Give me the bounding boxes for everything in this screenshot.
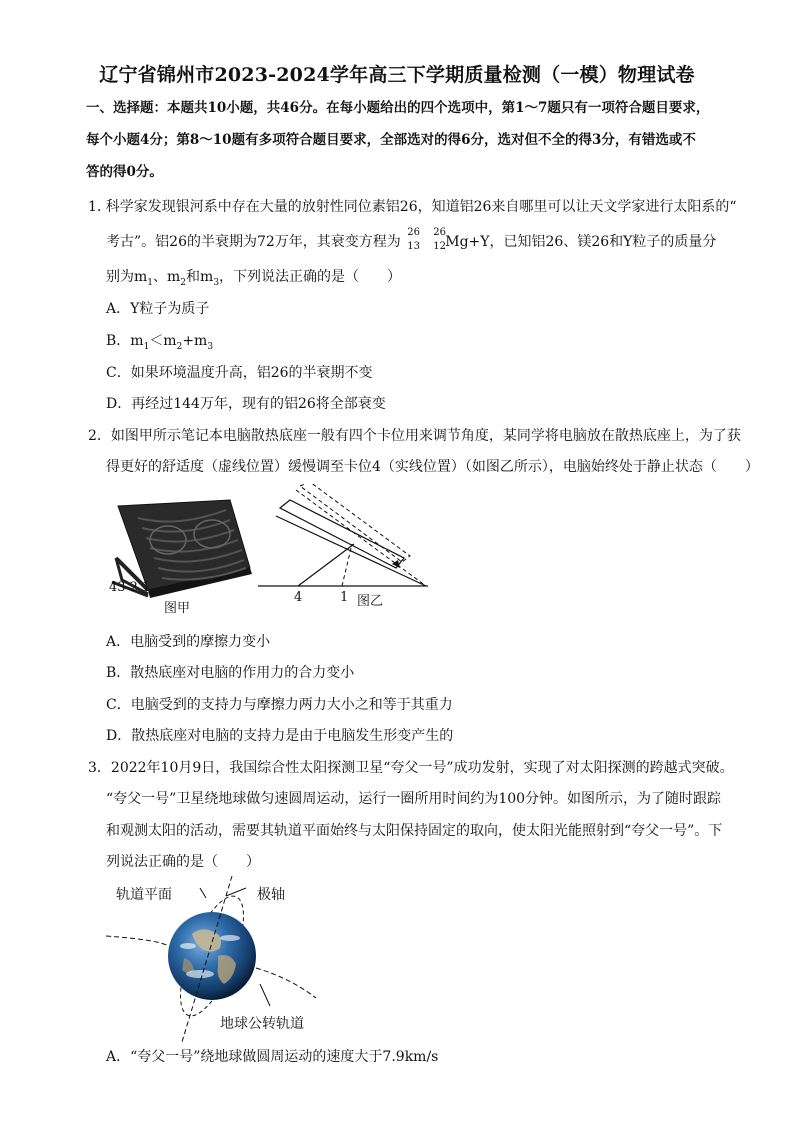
q2-option-b: B．散热底座对电脑的作用力的合力变小 xyxy=(106,665,355,681)
q1-option-b: B．$m_1<m_2+m_3$ xyxy=(106,333,214,352)
mg-atomic-number: 12 xyxy=(433,241,446,252)
al-mass-number: 26 xyxy=(407,227,420,238)
section-instructions-line-3: 答的得0分。 xyxy=(86,164,163,180)
q2-option-c: C．电脑受到的支持力与摩擦力两力大小之和等于其重力 xyxy=(106,697,453,713)
al-atomic-number: 13 xyxy=(407,241,420,252)
q1-stem-line-3: 别为$m_1$、$m_2$和$m_3$，下列说法正确的是（ ） xyxy=(106,269,402,288)
q1-stem-line-2 xyxy=(106,228,716,256)
q3-option-a: A．“夸父一号”绕地球做圆周运动的速度大于7.9km/s xyxy=(106,1049,439,1065)
figure-b-slot-4: 4 xyxy=(294,590,303,605)
q1-stem-line-1: 1. 科学家发现银河系中存在大量的放射性同位素铝26，知道铝26来自哪里可以让天文学家进行太阳系的“ xyxy=(88,199,737,215)
figure-a-slot-numbers: 43 2 1 xyxy=(109,580,151,595)
q2-stem-line-1: 2．如图甲所示笔记本电脑散热底座一般有四个卡位用来调节角度，某同学将电脑放在散热底座上，为了获 xyxy=(88,428,741,444)
figure-b-slot-1: 1 xyxy=(340,590,349,605)
q3-stem-line-4: 列说法正确的是（ ） xyxy=(106,854,260,870)
section-instructions-line-2: 每个小题4分；第8～10题有多项符合题目要求，全部选对的得6分，选对但不全的得3分，有错选或不 xyxy=(86,132,696,148)
label-earth-revolution-orbit: 地球公转轨道 xyxy=(220,1016,304,1032)
label-polar-axis: 极轴 xyxy=(257,887,285,903)
q1-option-d: D．再经过144万年，现有的铝26将全部衰变 xyxy=(106,396,386,412)
section-instructions-line-1: 一、选择题：本题共10小题，共46分。在每小题给出的四个选项中，第1～7题只有一项符合题目要求， xyxy=(86,100,710,116)
q2-option-a: A．电脑受到的摩擦力变小 xyxy=(106,634,271,650)
q3-stem-line-3: 和观测太阳的活动，需要其轨道平面始终与太阳保持固定的取向，使太阳光能照射到“夸父一号”。下 xyxy=(106,823,723,839)
mg-mass-number: 26 xyxy=(433,227,446,238)
q1-option-a: A．Y粒子为质子 xyxy=(106,301,210,317)
earth-icon xyxy=(168,912,256,1000)
q1-stem-text: 考古”。铝26的半衰期为72万年，其衰变方程为 xyxy=(106,234,401,250)
label-orbit-plane: 轨道平面 xyxy=(116,887,172,903)
page-title: 辽宁省锦州市2023-2024学年高三下学期质量检测（一模）物理试卷 xyxy=(99,64,695,86)
figure-b-caption: 图乙 xyxy=(357,594,384,609)
q1-equation-rest: Mg+Y，已知铝26、镁26和Y粒子的质量分 xyxy=(445,234,717,250)
figure-incline-diagram xyxy=(256,484,432,588)
q3-stem-line-1: 3．2022年10月9日，我国综合性太阳探测卫星“夸父一号”成功发射，实现了对太阳探测的跨越式突破。 xyxy=(88,760,734,776)
q2-stem-line-2: 得更好的舒适度（虚线位置）缓慢调至卡位4（实线位置）（如图乙所示），电脑始终处于静止状态（ ） xyxy=(106,459,759,475)
q3-stem-line-2: “夸父一号”卫星绕地球做匀速圆周运动，运行一圈所用时间约为100分钟。如图所示，为了随时跟踪 xyxy=(106,791,722,807)
q2-option-d: D．散热底座对电脑的支持力是由于电脑发生形变产生的 xyxy=(106,728,454,744)
q1-option-c: C．如果环境温度升高，铝26的半衰期不变 xyxy=(106,365,373,381)
figure-a-caption: 图甲 xyxy=(164,601,191,616)
decay-equation xyxy=(405,228,457,256)
